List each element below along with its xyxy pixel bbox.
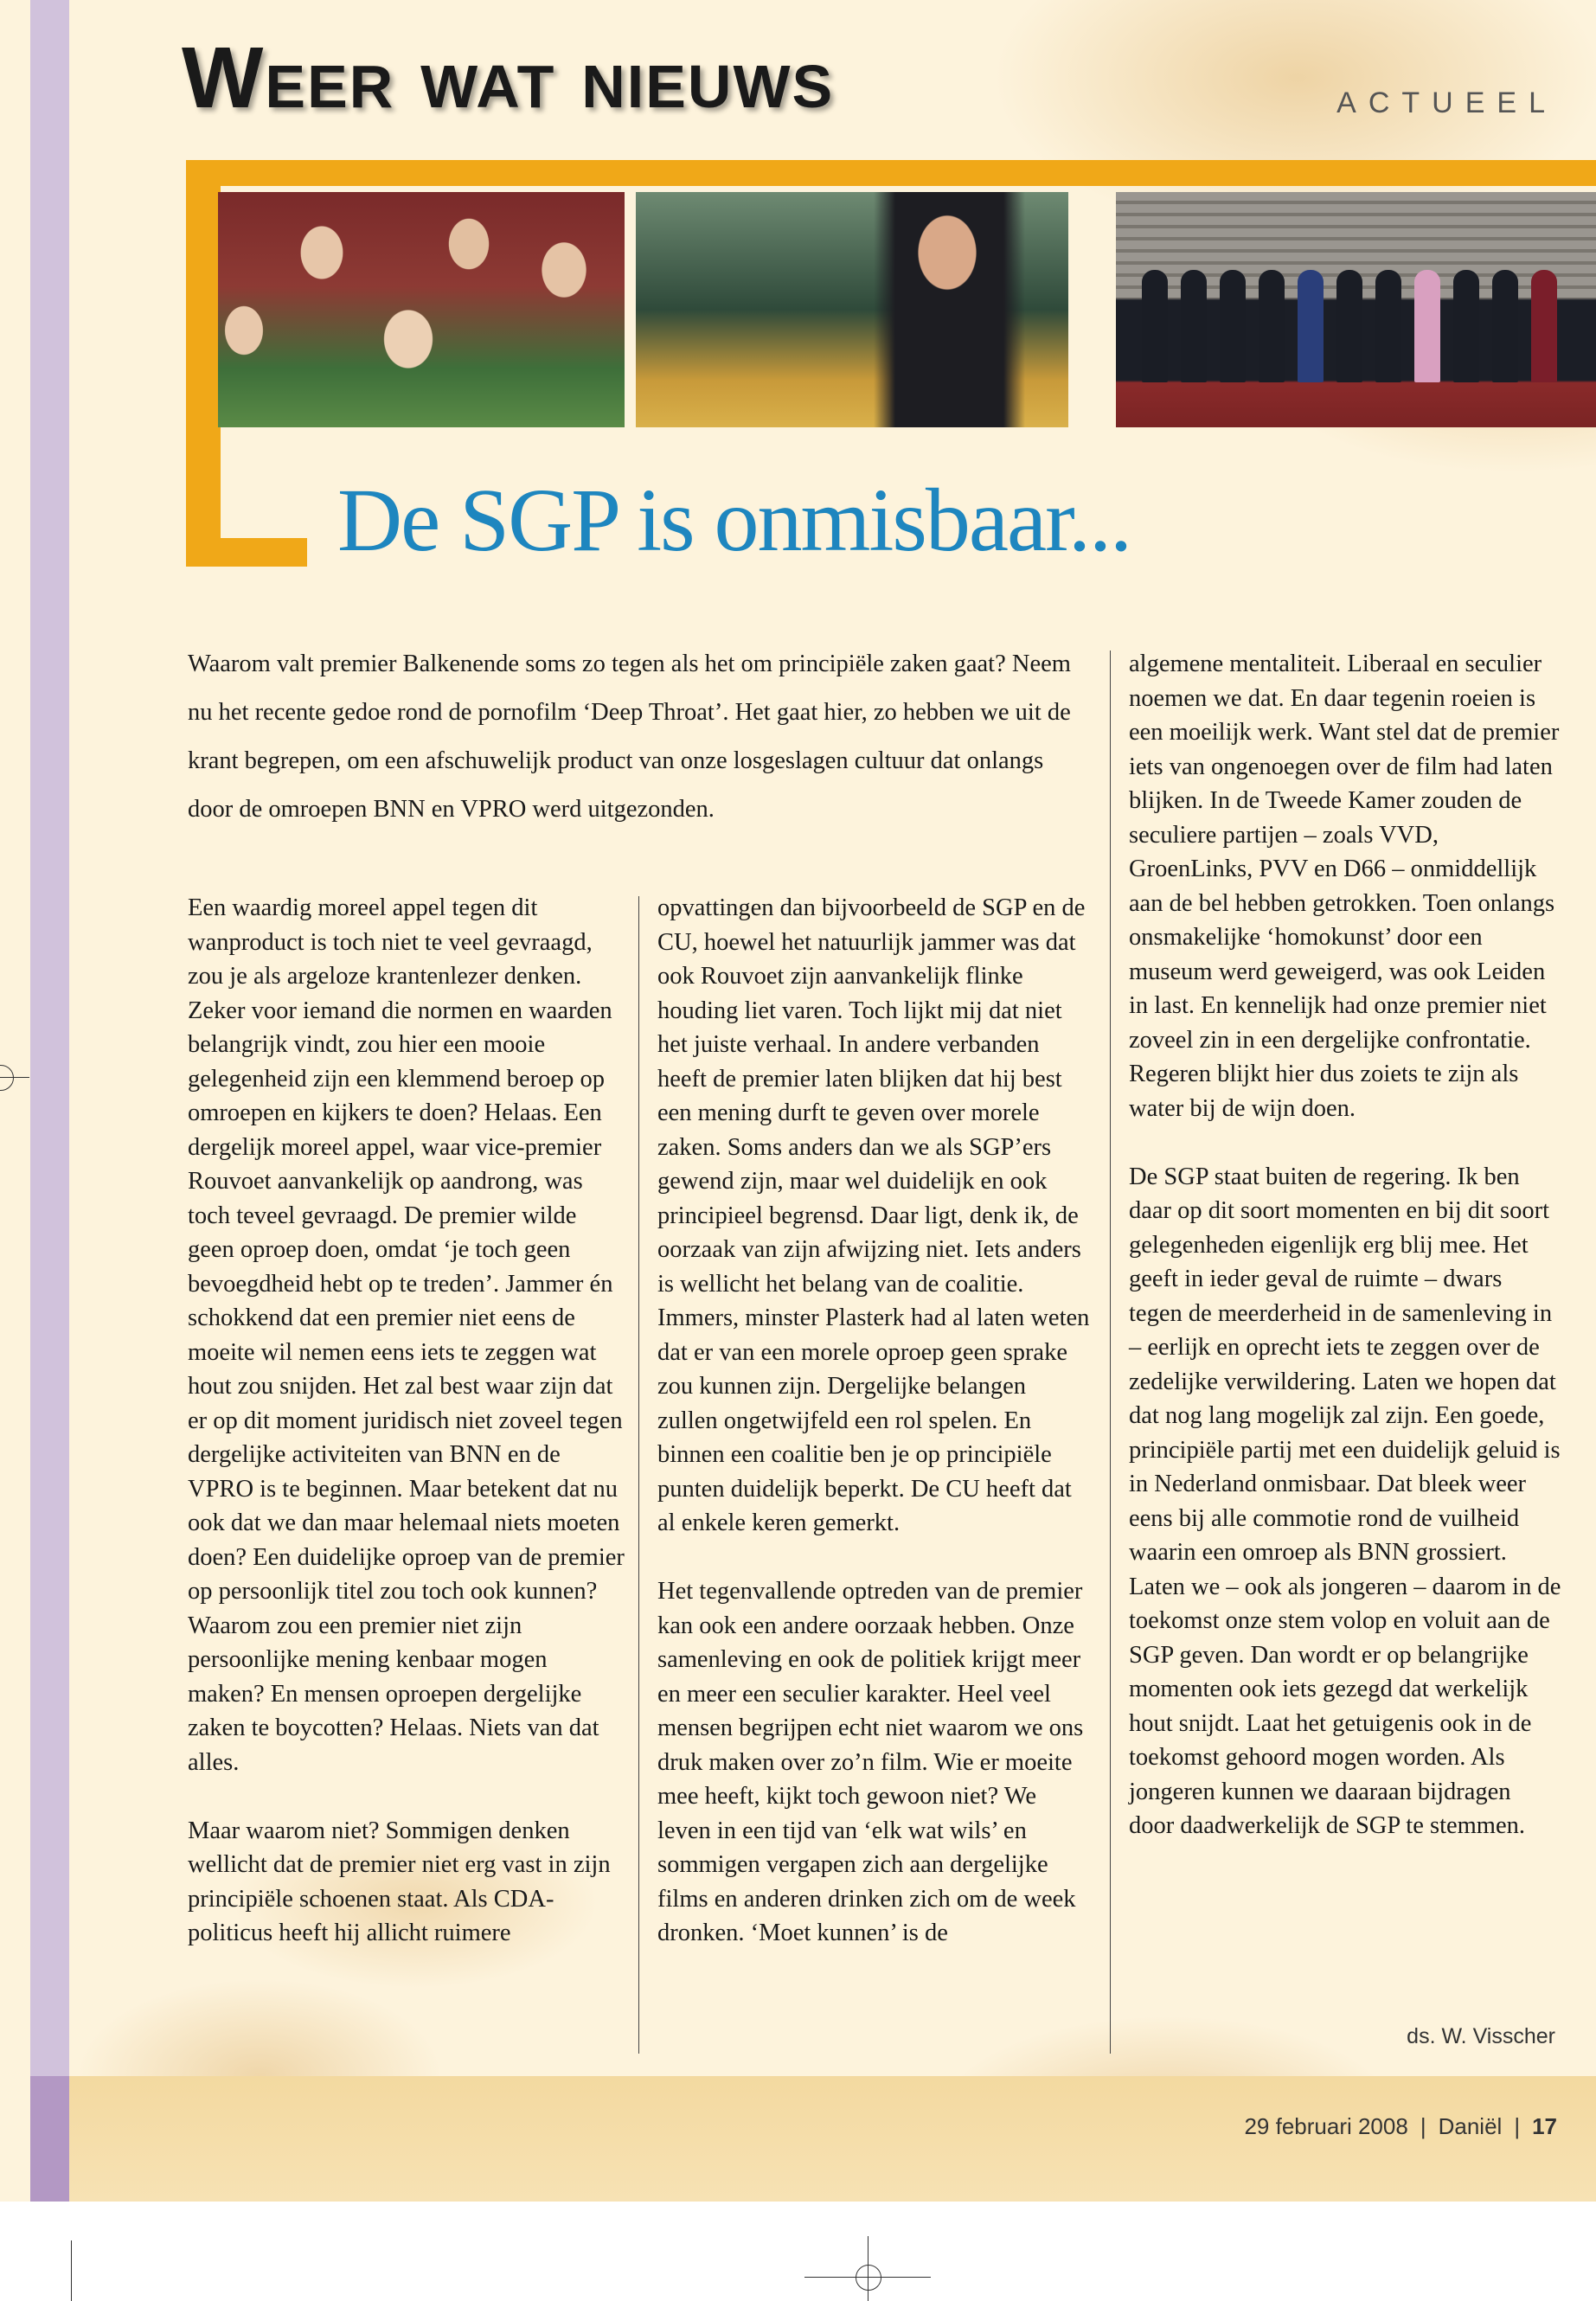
photo-figure <box>1181 270 1207 382</box>
photo-figure <box>1298 270 1324 382</box>
article-paragraph: Het tegenvallende optreden van de premier kan ook een andere oorzaak hebben. Onze samenleving en ook de politiek krijgt meer en meer een seculier karakter. Heel veel mensen begrijpen echt niet waarom we ons druk maken over zo’n film. Wie er moeite mee heeft, kijkt toch gewoon niet? We leven in een tijd van ‘elk wat wils’ en sommigen vergapen zich aan dergelijke films en anderen drinken zich om de week dronken. ‘Moet kunnen’ is de <box>657 1578 1084 1946</box>
photo-figure <box>1336 270 1362 382</box>
author-signature: ds. W. Visscher <box>1407 2024 1555 2048</box>
side-strip <box>30 0 69 2202</box>
article-paragraph: Een waardig moreel appel tegen dit wanproduct is toch niet te veel gevraagd, zou je als argeloze krantenlezer denken. Zeker voor iemand die normen en waarden belangrijk vindt, zou hier een mooie gelegenheid zijn een klemmend beroep op omroepen en kijkers te doen? Helaas. Een dergelijk moreel appel, waar vice-premier Rouvoet aanvankelijk op aandrong, was toch teveel gevraagd. De premier wilde geen oproep doen, omdat ‘je toch geen bevoegdheid hebt op te treden’. Jammer én schokkend dat een premier niet eens de moeite wil nemen eens iets te zeggen wat hout zou snijden. Het zal best waar zijn dat er op dit moment juridisch niet zoveel tegen dergelijke activiteiten van BNN en de VPRO is te beginnen. Maar betekent dat nu ook dat we dan maar helemaal niets moeten doen? Een duidelijke oproep van de premier op persoonlijk titel zou toch ook kunnen? Waarom zou een premier niet zijn persoonlijke mening kenbaar mogen maken? En mensen oproepen dergelijke zaken te boycotten? Helaas. Niets van dat alles. <box>188 894 625 1776</box>
column-rule <box>638 896 639 2054</box>
photo-cabinet-group <box>1116 192 1596 427</box>
footer-date: 29 februari 2008 <box>1244 2113 1408 2139</box>
footer-magazine: Daniël <box>1438 2113 1503 2139</box>
section-label: ACTUEEL <box>1336 87 1557 119</box>
page-number: 17 <box>1532 2113 1557 2139</box>
accent-bracket-bottom <box>186 538 307 567</box>
article-column-1 <box>188 891 625 1951</box>
article-paragraph: algemene mentaliteit. Liberaal en seculier noemen we dat. En daar tegenin roeien is een moeilijk werk. Want stel dat de premier iets van ongenoegen over de film had laten blijken. In de Tweede Kamer zouden de seculiere partijen – zoals VVD, GroenLinks, PVV en D66 – onmiddellijk aan de bel hebben getrokken. Toen onlangs onsmakelijke ‘homokunst’ door een museum werd geweigerd, was ook Leiden in last. En kennelijk had onze premier niet zoveel zin in een dergelijke confrontatie. Regeren blijkt hier dus zoiets te zijn als water bij de wijn doen. <box>1129 651 1560 1122</box>
column-rule <box>1110 651 1111 2054</box>
article-paragraph: opvattingen dan bijvoorbeeld de SGP en de CU, hoewel het natuurlijk jammer was dat ook Rouvoet zijn aanvankelijk flinke houding liet varen. Toch lijkt mij dat niet het juiste verhaal. In andere verbanden heeft de premier laten blijken dat hij best een mening durft te geven over morele zaken. Soms anders dan we als SGP’ers gewend zijn, maar wel duidelijk en ook principieel begrensd. Daar ligt, denk ik, de oorzaak van zijn afwijzing niet. Iets anders is wellicht het belang van de coalitie. Immers, minster Plasterk had al laten weten dat er van een morele oproep geen sprake zou kunnen zijn. Dergelijke belangen zullen ongetwijfeld een rol spelen. En binnen een coalitie ben je op principiële punten duidelijk beperkt. De CU heeft dat al enkele keren gemerkt. <box>657 894 1090 1536</box>
section-title: Weer wat nieuws <box>182 29 835 126</box>
article-paragraph: Maar waarom niet? Sommigen denken wellicht dat de premier niet erg vast in zijn principiële schoenen staat. Als CDA-politicus heeft hij allicht ruimere <box>188 1817 611 1946</box>
article-paragraph: De SGP staat buiten de regering. Ik ben daar op dit soort momenten en bij dit soort gelegenheden eigenlijk erg blij mee. Het geeft in ieder geval de ruimte – dwars tegen de meerderheid in de samenleving in – eerlijk en oprecht iets te zeggen over de zedelijke verwildering. Laten we hopen dat dat nog lang mogelijk zal zijn. Een goede, principiële partij met een duidelijk geluid is in Nederland onmisbaar. Dat bleek weer eens bij alle commotie rond de vuilheid waarin een omroep als BNN grossiert. Laten we – ook als jongeren – daarom in de toekomst onze stem volop en voluit aan de SGP geven. Dan wordt er op belangrijke momenten ook iets gezegd dat werkelijk hout snijdt. Laat het getuigenis ook in de toekomst gehoord mogen worden. Als jongeren kunnen we daaraan bijdragen door daadwerkelijk de SGP te stemmen. <box>1129 1163 1561 1839</box>
photo-figure <box>1492 270 1518 382</box>
page-footer <box>1244 2113 1557 2140</box>
footer-separator: | <box>1514 2113 1521 2139</box>
intro-paragraph: Waarom valt premier Balkenende soms zo tegen als het om principiële zaken gaat? Neem nu het recente gedoe rond de pornofilm ‘Deep Throat’. Het gaat hier, zo hebben we uit de krant begrepen, om een afschuwelijk product van onze losgeslagen cultuur dat onlangs door de omroepen BNN en VPRO werd uitgezonden. <box>188 651 1071 823</box>
crop-mark <box>71 2240 72 2301</box>
photo-figure <box>1414 270 1440 382</box>
accent-bracket-top <box>186 160 1596 186</box>
registration-mark <box>856 2265 881 2291</box>
headline: De SGP is onmisbaar... <box>337 471 1131 570</box>
photo-figure <box>1142 270 1168 382</box>
photo-speaker <box>636 192 1068 427</box>
page-margin-bottom <box>0 2202 1596 2301</box>
article-column-3 <box>1129 647 1561 1843</box>
photo-audience <box>218 192 625 427</box>
photo-figure <box>1220 270 1246 382</box>
accent-bracket-left <box>186 160 221 567</box>
side-strip-bottom <box>30 2076 69 2202</box>
photo-figure <box>1259 270 1285 382</box>
photo-figure <box>1375 270 1401 382</box>
photo-figure <box>1453 270 1479 382</box>
photo-figure <box>1531 270 1557 382</box>
footer-separator: | <box>1420 2113 1426 2139</box>
article-column-2 <box>657 891 1090 1951</box>
